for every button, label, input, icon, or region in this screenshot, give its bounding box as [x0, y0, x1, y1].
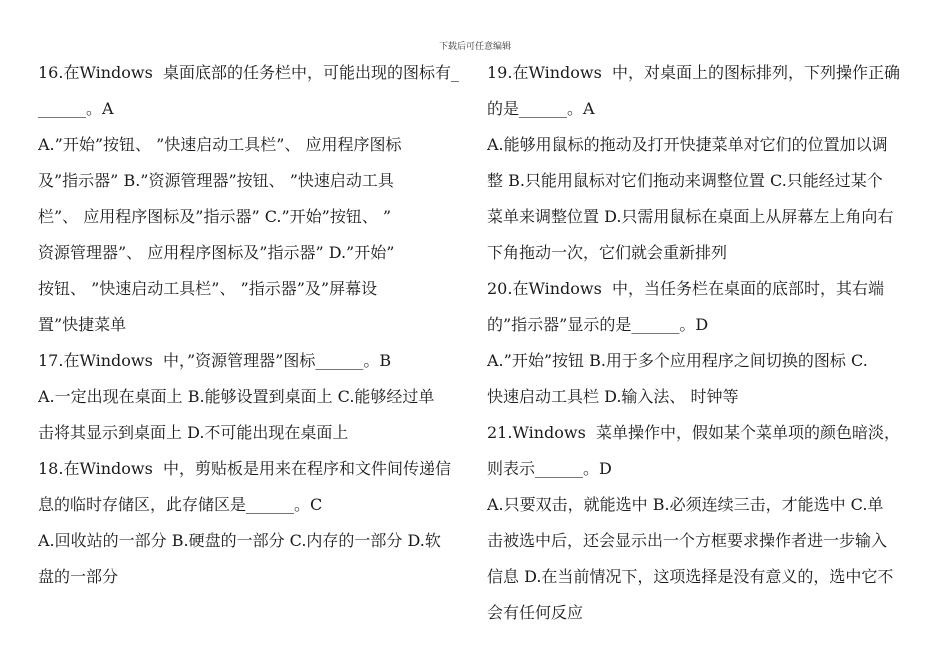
text-line: 菜单来调整位置 D.只需用鼠标在桌面上从屏幕左上角向右: [487, 207, 894, 226]
text-line: 击被选中后，还会显示出一个方框要求操作者进一步输入: [487, 531, 888, 550]
text-line: ______。A: [38, 99, 114, 118]
text-line: A.一定出现在桌面上 B.能够设置到桌面上 C.能够经过单: [38, 387, 435, 406]
text-line: 击将其显示到桌面上 D.不可能出现在桌面上: [38, 423, 349, 442]
text-line: A.”开始”按钮 B.用于多个应用程序之间切换的图标 C.: [487, 351, 868, 370]
text-line: 16.在Windows 桌面底部的任务栏中，可能出现的图标有_: [38, 63, 459, 82]
text-line: 20.在Windows 中，当任务栏在桌面的底部时，其右端: [487, 279, 884, 298]
text-line: 及”指示器” B.”资源管理器”按钮、 ”快速启动工具: [38, 171, 394, 190]
text-line: 置”快捷菜单: [38, 315, 127, 334]
text-line: 则表示______。D: [487, 459, 612, 478]
text-line: A.”开始”按钮、 ”快速启动工具栏”、 应用程序图标: [38, 135, 402, 154]
text-line: A.回收站的一部分 B.硬盘的一部分 C.内存的一部分 D.软: [38, 531, 441, 550]
text-line: 17.在Windows 中，”资源管理器”图标______。B: [38, 351, 392, 370]
text-line: 会有任何反应: [487, 603, 584, 622]
text-line: 19.在Windows 中，对桌面上的图标排列，下列操作正确: [487, 63, 900, 82]
text-line: 栏”、 应用程序图标及”指示器” C.”开始”按钮、 ”: [38, 207, 392, 226]
text-line: 21.Windows 菜单操作中，假如某个菜单项的颜色暗淡，: [487, 423, 900, 442]
text-line: 资源管理器”、 应用程序图标及”指示器” D.”开始”: [38, 243, 395, 262]
page-header-note: 下载后可任意编辑: [438, 42, 511, 52]
text-line: 18.在Windows 中，剪贴板是用来在程序和文件间传递信: [38, 459, 451, 478]
text-line: 快速启动工具栏 D.输入法、 时钟等: [487, 387, 739, 406]
text-line: 下角拖动一次，它们就会重新排列: [487, 243, 728, 262]
left-column: [38, 55, 463, 595]
text-line: 按钮、 ”快速启动工具栏”、 ”指示器”及”屏幕设: [38, 279, 378, 298]
text-line: 信息 D.在当前情况下，这项选择是没有意义的，选中它不: [487, 567, 894, 586]
text-line: 盘的一部分: [38, 567, 119, 586]
text-line: A.能够用鼠标的拖动及打开快捷菜单对它们的位置加以调: [487, 135, 888, 154]
text-line: 息的临时存储区，此存储区是______。C: [38, 495, 323, 514]
text-line: A.只要双击，就能选中 B.必须连续三击，才能选中 C.单: [487, 495, 884, 514]
text-line: 的是______。A: [487, 99, 595, 118]
text-line: 的”指示器”显示的是______。D: [487, 315, 709, 334]
text-line: 整 B.只能用鼠标对它们拖动来调整位置 C.只能经过某个: [487, 171, 883, 190]
right-column: [487, 55, 909, 631]
